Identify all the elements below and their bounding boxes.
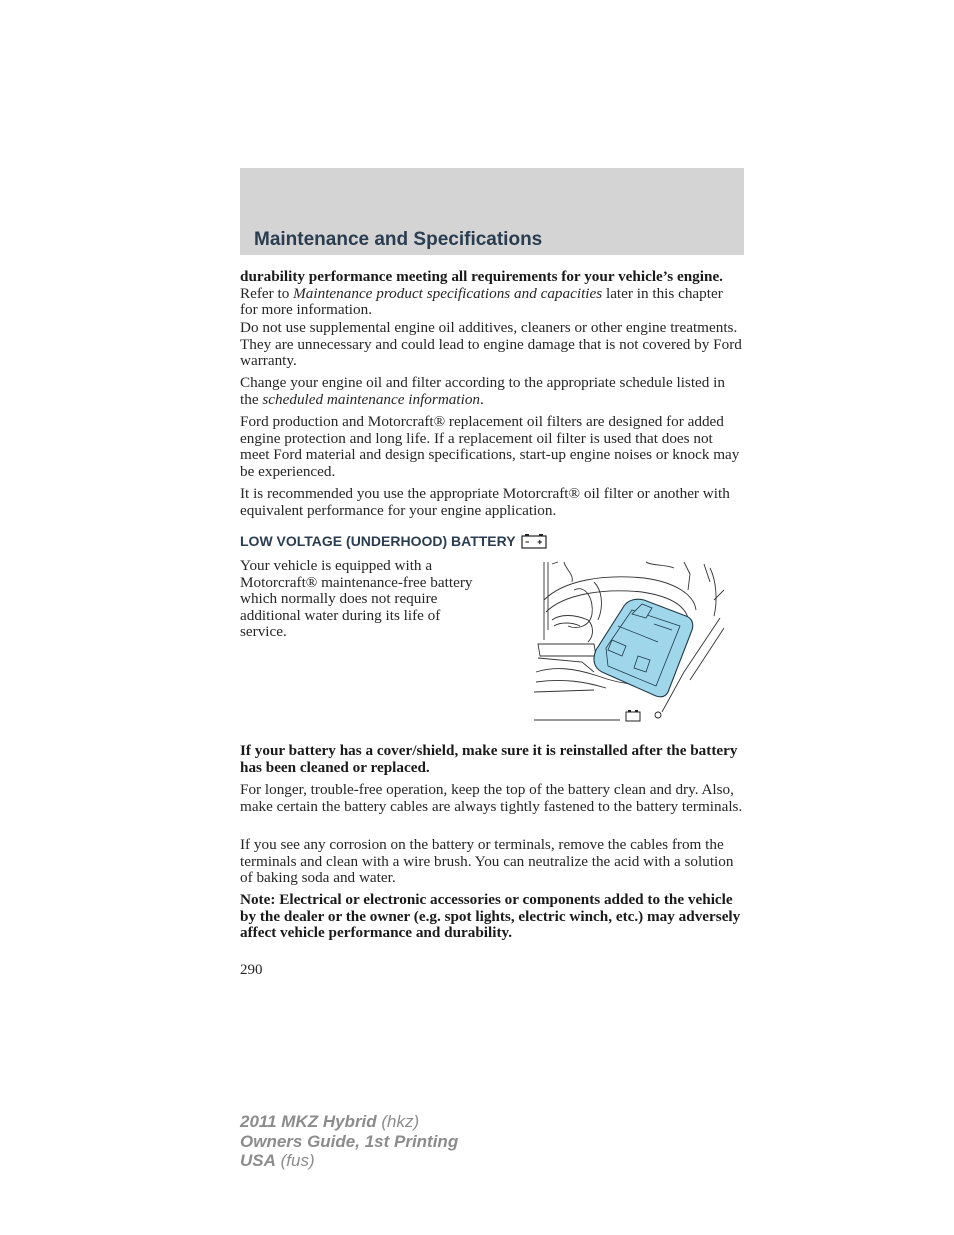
paragraph-oil-durability: [240, 269, 744, 319]
battery-callout-icon: [626, 710, 661, 721]
note-bold: Note: Electrical or electronic accessories or components added to the vehicle by the dealer or the owner (e.g. spot lights, electric winch, etc.) may adversely affect vehicle performance and durability.: [240, 891, 741, 942]
paragraph-cover-warning: [240, 743, 744, 776]
section-heading-battery: [240, 533, 547, 549]
maintenance-specs-reference: Maintenance product specifications and capacities: [293, 284, 603, 302]
oil-durability-bold: durability performance meeting all requirements for your vehicle’s engine.: [240, 268, 723, 285]
oil-change-text: Change your engine oil and filter according to the appropriate schedule listed in the: [240, 374, 725, 408]
oil-refer-rest: later in this chapter for more information.: [240, 284, 723, 319]
paragraph-oil-filters: Ford production and Motorcraft® replacement oil filters are designed for added engine protection and long life. If a replacement oil filter is used that does not meet Ford material and design specifications, start-up engine noises or knock may be experienced.: [240, 413, 740, 480]
oil-change-end: .: [480, 390, 484, 408]
page-number: 290: [240, 962, 263, 978]
cover-warning-bold: If your battery has a cover/shield, make sure it is reinstalled after the battery has been cleaned or replaced.: [240, 742, 738, 776]
battery-location-illustration: [534, 560, 724, 728]
battery-icon: [521, 533, 547, 549]
paragraph-battery-intro: Your vehicle is equipped with a Motorcraft® maintenance-free battery which normally does not require additional water during its life of service.: [240, 557, 473, 641]
battery-heading-text: LOW VOLTAGE (UNDERHOOD) BATTERY: [240, 533, 516, 549]
footer-model: 2011 MKZ Hybrid: [240, 1112, 377, 1131]
footer-model-code: (hkz): [376, 1112, 420, 1131]
paragraph-oil-change: [240, 375, 744, 408]
footer-region-code: (fus): [275, 1151, 315, 1170]
document-footer: [240, 1112, 458, 1171]
footer-guide-line: [240, 1132, 458, 1152]
paragraph-corrosion: If you see any corrosion on the battery or terminals, remove the cables from the terminals and clean with a wire brush. You can neutralize the acid with a solution of baking soda and water.: [240, 836, 734, 887]
page-title: Maintenance and Specifications: [254, 229, 543, 250]
footer-region-line: [240, 1151, 458, 1171]
paragraph-oil-filter-recommendation: It is recommended you use the appropriate Motorcraft® oil filter or another with equivalent performance for your engine application.: [240, 485, 730, 519]
footer-region: USA: [240, 1151, 276, 1170]
paragraph-battery-clean: For longer, trouble-free operation, keep the top of the battery clean and dry. Also, make certain the battery cables are always tightly fastened to the battery terminals.: [240, 781, 743, 815]
paragraph-oil-additives: Do not use supplemental engine oil additives, cleaners or other engine treatments. They are unnecessary and could lead to engine damage that is not covered by Ford warranty.: [240, 319, 742, 370]
footer-guide: Owners Guide, 1st Printing: [240, 1131, 459, 1151]
scheduled-maintenance-reference: scheduled maintenance information: [262, 390, 481, 408]
paragraph-note: [240, 892, 744, 942]
footer-model-line: [240, 1112, 458, 1132]
section-header: [240, 168, 744, 255]
oil-refer-text: Refer to: [240, 284, 294, 302]
